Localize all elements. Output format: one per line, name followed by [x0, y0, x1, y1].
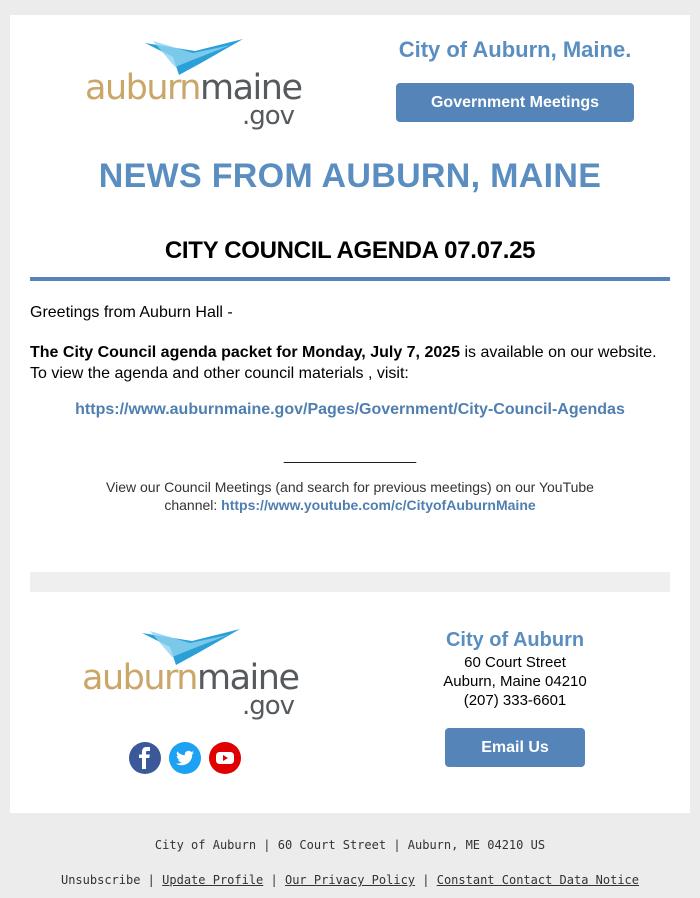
footer-separator: | — [263, 873, 285, 887]
logo-wordmark: auburnmaine — [82, 658, 299, 698]
data-notice-link[interactable]: Constant Contact Data Notice — [436, 873, 640, 887]
contact-block — [405, 627, 625, 710]
logo-suffix: .gov — [241, 101, 294, 131]
agenda-rest-text: is available on our website. To view the agenda and other council materials , visit: — [30, 344, 657, 382]
footer-links — [0, 873, 700, 887]
logo-suffix: .gov — [241, 691, 294, 721]
logo-wordmark: auburnmaine — [85, 68, 302, 108]
youtube-note-text: View our Council Meetings (and search for previous meetings) on our YouTube channel: — [106, 479, 594, 513]
youtube-icon[interactable] — [209, 742, 241, 774]
contact-phone: (207) 333-6601 — [463, 692, 567, 709]
contact-city-state: Auburn, Maine 04210 — [443, 673, 587, 690]
twitter-icon[interactable] — [169, 742, 201, 774]
greeting-text: Greetings from Auburn Hall - — [30, 304, 233, 321]
footer-address: City of Auburn | 60 Court Street | Auburn, ME 04210 US — [154, 838, 546, 852]
news-heading: NEWS FROM AUBURN, MAINE — [98, 157, 602, 195]
section-spacer — [30, 572, 670, 592]
youtube-channel-link[interactable]: https://www.youtube.com/c/CityofAuburnMaine — [221, 497, 536, 513]
youtube-note — [100, 478, 600, 514]
email-us-button[interactable]: Email Us — [445, 728, 585, 767]
city-title: City of Auburn, Maine. — [398, 37, 632, 62]
agenda-heading: CITY COUNCIL AGENDA 07.07.25 — [164, 237, 536, 264]
footer-separator: | — [415, 873, 437, 887]
contact-city-name: City of Auburn — [445, 629, 585, 651]
divider-rule — [30, 277, 670, 281]
dash-separator: _________________ — [283, 447, 417, 463]
email-card — [10, 15, 690, 813]
footer-separator: | — [140, 873, 163, 887]
privacy-policy-link[interactable]: Our Privacy Policy — [284, 873, 416, 887]
facebook-icon[interactable] — [129, 742, 161, 774]
government-meetings-button[interactable]: Government Meetings — [396, 83, 634, 122]
agenda-paragraph — [30, 342, 670, 384]
unsubscribe-link[interactable]: Unsubscribe — [60, 873, 141, 887]
contact-street: 60 Court Street — [464, 654, 566, 671]
update-profile-link[interactable]: Update Profile — [162, 873, 264, 887]
auburnmaine-logo[interactable] — [85, 37, 300, 133]
auburnmaine-footer-logo[interactable] — [82, 627, 300, 723]
agenda-link[interactable]: https://www.auburnmaine.gov/Pages/Government/City-Council-Agendas — [75, 401, 625, 418]
agenda-bold-text: The City Council agenda packet for Monday, July 7, 2025 — [30, 344, 461, 361]
